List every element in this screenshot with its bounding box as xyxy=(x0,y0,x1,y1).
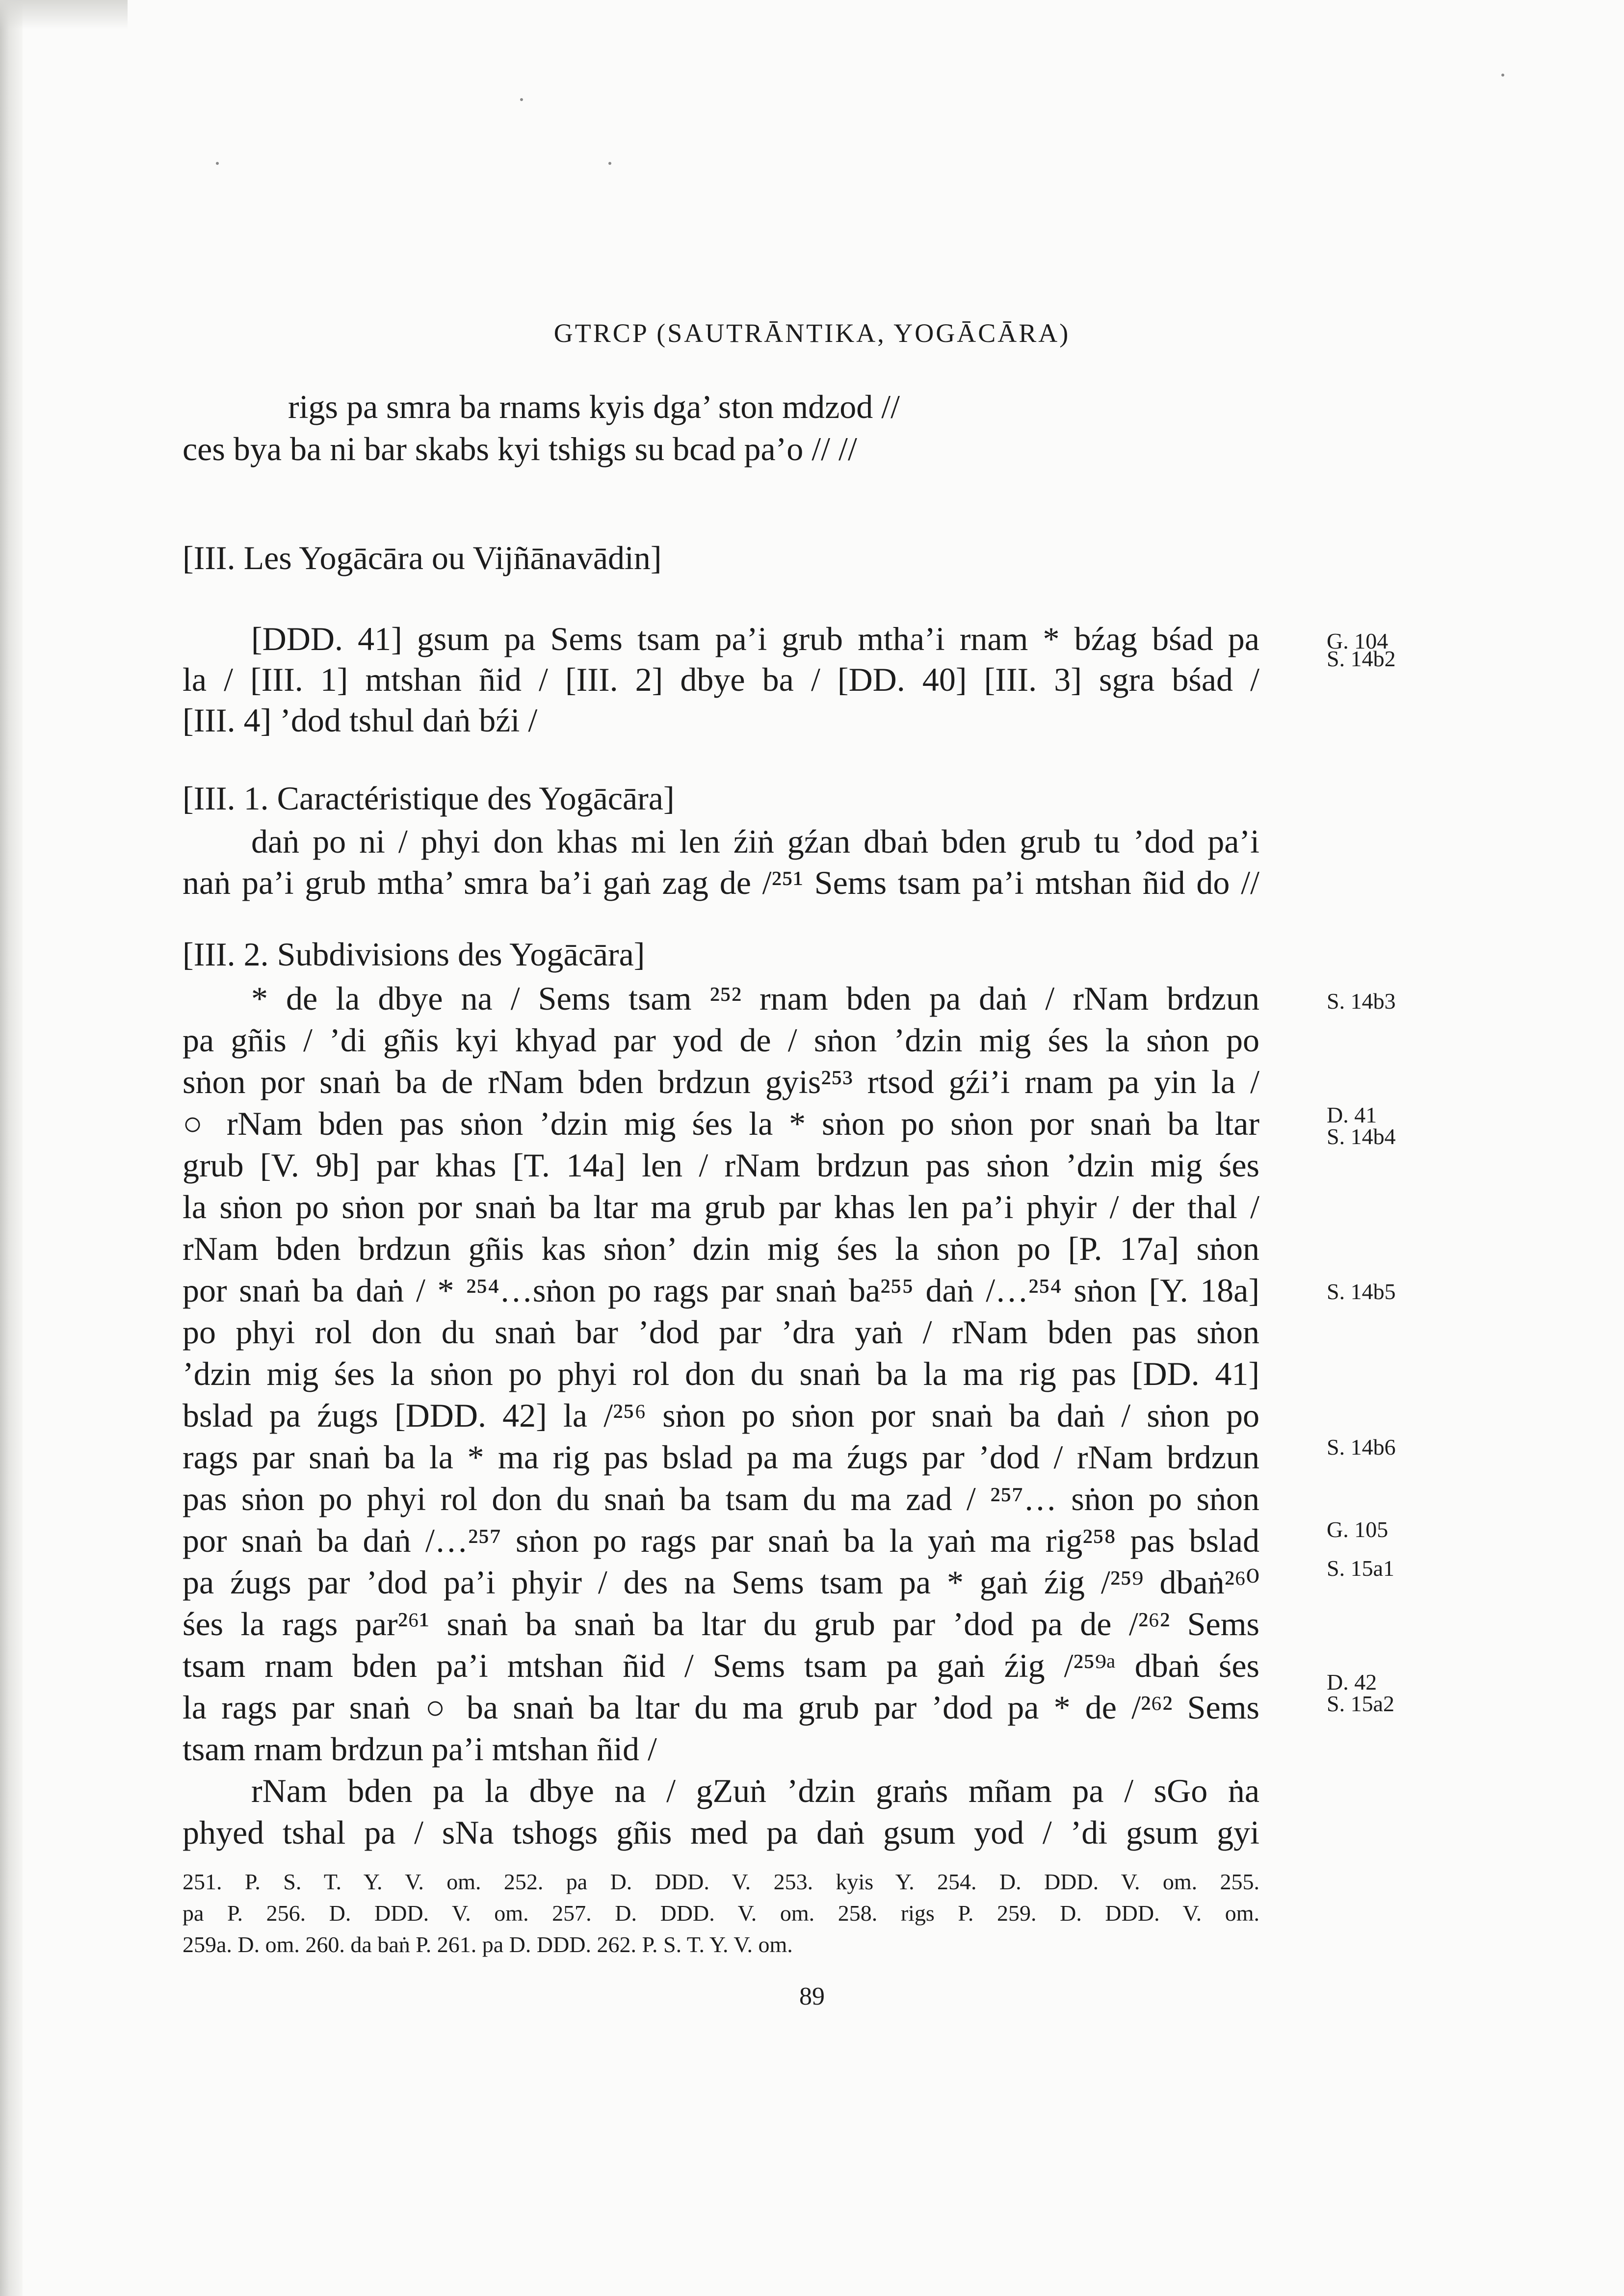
section-iii-2-line: po phyi rol don du snaṅ bar ’dod par ’dra yaṅ / rNam bden pas sṅon xyxy=(183,1313,1259,1351)
verse-line-1: rigs pa smra ba rnams kyis dga’ ston mdzod // xyxy=(288,388,900,425)
section-iii-2-line: pas sṅon po phyi rol don du snaṅ ba tsam du ma zad / ²⁵⁷… sṅon po sṅon xyxy=(183,1480,1259,1517)
footnote-line: 259a. D. om. 260. da baṅ P. 261. pa D. DDD. 262. P. S. T. Y. V. om. xyxy=(183,1932,793,1957)
section-iii-line-1: [DDD. 41] gsum pa Sems tsam pa’i grub mtha’i rnam * bźag bśad pa xyxy=(251,620,1259,657)
section-iii-2-line: pa źugs par ’dod pa’i phyir / des na Sems tsam pa * gaṅ źig /²⁵⁹ dbaṅ²⁶⁰ xyxy=(183,1564,1259,1601)
margin-note: D. 42 xyxy=(1327,1670,1377,1695)
section-iii-2-line: ’dzin mig śes la sṅon po phyi rol don du snaṅ ba la ma rig pas [DD. 41] xyxy=(183,1355,1259,1392)
section-iii-1-line-1: daṅ po ni / phyi don khas mi len źiṅ gźan dbaṅ bden grub tu ’dod pa’i xyxy=(251,823,1259,860)
section-iii-2-line: grub [V. 9b] par khas [T. 14a] len / rNam brdzun pas sṅon ’dzin mig śes xyxy=(183,1147,1259,1184)
section-iii-2-line: rNam bden brdzun gñis kas sṅon’ dzin mig śes la sṅon po [P. 17a] sṅon xyxy=(183,1230,1259,1267)
scan-corner-shadow xyxy=(0,0,128,29)
section-iii-2-line: ○ rNam bden pas sṅon ’dzin mig śes la * sṅon po sṅon por snaṅ ba ltar xyxy=(183,1105,1259,1142)
scan-speck xyxy=(1501,74,1504,77)
section-iii-2-line: śes la rags par²⁶¹ snaṅ ba snaṅ ba ltar du grub par ’dod pa de /²⁶² Sems xyxy=(183,1605,1259,1643)
section-iii-2-line: tsam rnam bden pa’i mtshan ñid / Sems tsam pa gaṅ źig /²⁵⁹ᵃ dbaṅ śes xyxy=(183,1647,1259,1684)
section-iii-2-line: tsam rnam brdzun pa’i mtshan ñid / xyxy=(183,1730,657,1768)
margin-note: S. 14b5 xyxy=(1327,1279,1396,1304)
running-header: GTRCP (SAUTRĀNTIKA, YOGĀCĀRA) xyxy=(553,318,1071,348)
page-number: 89 xyxy=(799,1983,825,2010)
margin-note: S. 14b6 xyxy=(1327,1435,1396,1460)
margin-note: G. 105 xyxy=(1327,1517,1388,1542)
section-iii-2-line: la sṅon po sṅon por snaṅ ba ltar ma grub par khas len pa’i phyir / der thal / xyxy=(183,1188,1259,1226)
margin-note: S. 15a1 xyxy=(1327,1556,1394,1581)
section-iii-1-line-2: naṅ pa’i grub mtha’ smra ba’i gaṅ zag de /²⁵¹ Sems tsam pa’i mtshan ñid do // xyxy=(183,864,1259,901)
margin-note: S. 14b3 xyxy=(1327,989,1396,1014)
section-iii-2-line: la rags par snaṅ ○ ba snaṅ ba ltar du ma grub par ’dod pa * de /²⁶² Sems xyxy=(183,1689,1259,1726)
scan-speck xyxy=(520,98,523,101)
section-iii-line-2: la / [III. 1] mtshan ñid / [III. 2] dbye ba / [DD. 40] [III. 3] sgra bśad / xyxy=(183,661,1259,698)
section-iii-2-line: sṅon por snaṅ ba de rNam bden brdzun gyis²⁵³ rtsod gźi’i rnam pa yin la / xyxy=(183,1063,1259,1100)
margin-note: G. 104 xyxy=(1327,628,1388,653)
section-iii-2-para2-line: rNam bden pa la dbye na / gZuṅ ’dzin graṅs mñam pa / sGo ṅa xyxy=(251,1772,1259,1809)
margin-note: S. 14b4 xyxy=(1327,1124,1396,1149)
footnote-line: 251. P. S. T. Y. V. om. 252. pa D. DDD. V. 253. kyis Y. 254. D. DDD. V. om. 255. xyxy=(183,1869,1259,1894)
section-iii-2-line: bslad pa źugs [DDD. 42] la /²⁵⁶ sṅon po sṅon por snaṅ ba daṅ / sṅon po xyxy=(183,1397,1259,1434)
section-iii-2-line: * de la dbye na / Sems tsam ²⁵² rnam bden pa daṅ / rNam brdzun xyxy=(251,980,1259,1017)
section-iii-2-heading: [III. 2. Subdivisions des Yogācāra] xyxy=(183,936,645,973)
margin-note: D. 41 xyxy=(1327,1102,1377,1127)
section-iii-2-line: por snaṅ ba daṅ / * ²⁵⁴…sṅon po rags par snaṅ ba²⁵⁵ daṅ /…²⁵⁴ sṅon [Y. 18a] xyxy=(183,1272,1259,1309)
section-iii-1-heading: [III. 1. Caractéristique des Yogācāra] xyxy=(183,780,675,817)
section-iii-line-3: [III. 4] ’dod tshul daṅ bźi / xyxy=(183,702,538,739)
section-iii-2-para2-line: phyed tshal pa / sNa tshogs gñis med pa daṅ gsum yod / ’di gsum gyi xyxy=(183,1814,1259,1851)
section-iii-2-line: rags par snaṅ ba la * ma rig pas bslad pa ma źugs par ’dod / rNam brdzun xyxy=(183,1438,1259,1476)
section-iii-heading: [III. Les Yogācāra ou Vijñānavādin] xyxy=(183,539,662,576)
section-iii-2-line: pa gñis / ’di gñis kyi khyad par yod de / sṅon ’dzin mig śes la sṅon po xyxy=(183,1021,1259,1059)
margin-note: S. 14b2 xyxy=(1327,646,1396,671)
margin-note: S. 15a2 xyxy=(1327,1691,1394,1716)
section-iii-2-line: por snaṅ ba daṅ /…²⁵⁷ sṅon po rags par snaṅ ba la yaṅ ma rig²⁵⁸ pas bslad xyxy=(183,1522,1259,1559)
scan-speck xyxy=(216,162,219,165)
scan-speck xyxy=(608,162,611,165)
verse-line-2: ces bya ba ni bar skabs kyi tshigs su bcad pa’o // // xyxy=(183,430,857,468)
footnote-line: pa P. 256. D. DDD. V. om. 257. D. DDD. V. om. 258. rigs P. 259. D. DDD. V. om. xyxy=(183,1901,1259,1926)
